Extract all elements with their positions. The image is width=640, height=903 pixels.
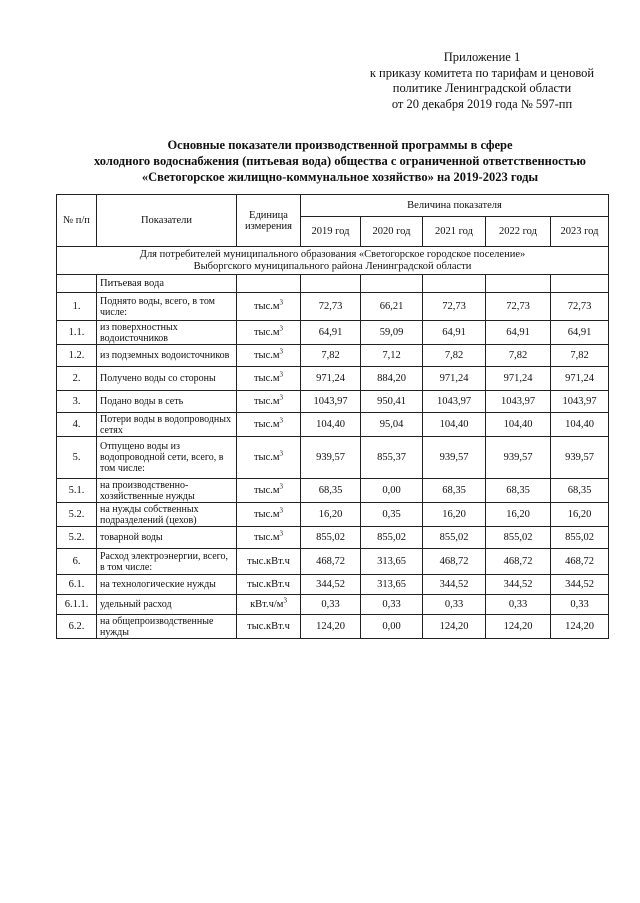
row-value-2021: 1043,97 <box>423 391 486 413</box>
row-value-2022: 344,52 <box>486 575 551 595</box>
row-value-2020: 0,00 <box>361 479 423 503</box>
row-value-2021: 104,40 <box>423 413 486 437</box>
row-value-2019: 939,57 <box>301 437 361 479</box>
row-value-2022: 971,24 <box>486 367 551 391</box>
row-value-2019: 72,73 <box>301 293 361 321</box>
row-number: 1.2. <box>57 345 97 367</box>
indicators-table <box>56 194 609 639</box>
row-value-2022: 16,20 <box>486 503 551 527</box>
row-value-2021: 344,52 <box>423 575 486 595</box>
row-unit <box>237 575 301 595</box>
row-value-2022: 855,02 <box>486 527 551 549</box>
row-unit-text: тыс.м <box>253 419 280 430</box>
row-unit <box>237 595 301 615</box>
row-value-2020: 7,12 <box>361 345 423 367</box>
title-line-1: Основные показатели производственной программы в сфере <box>167 138 513 152</box>
row-value-2023: 971,24 <box>551 367 609 391</box>
row-unit <box>237 413 301 437</box>
row-unit-text: тыс.м <box>253 396 280 407</box>
table-row <box>57 527 609 549</box>
row-number: 5.2. <box>57 503 97 527</box>
row-value-2023: 16,20 <box>551 503 609 527</box>
header-year-2022: 2022 год <box>486 217 551 247</box>
row-value-2020: 95,04 <box>361 413 423 437</box>
table-row <box>57 293 609 321</box>
row-unit <box>237 527 301 549</box>
row-unit-superscript: 3 <box>279 347 284 356</box>
row-unit-superscript: 3 <box>279 416 284 425</box>
table-row <box>57 437 609 479</box>
row-number: 1.1. <box>57 321 97 345</box>
row-value-2019: 0,33 <box>301 595 361 615</box>
row-indicator: Расход электроэнергии, всего, в том числе: <box>97 549 237 575</box>
row-value-2021: 72,73 <box>423 293 486 321</box>
header-indicator: Показатели <box>97 195 237 247</box>
table-row <box>57 503 609 527</box>
row-value-2019: 68,35 <box>301 479 361 503</box>
row-unit-superscript: 3 <box>279 449 284 458</box>
row-unit <box>237 549 301 575</box>
row-number: 2. <box>57 367 97 391</box>
row-unit-text: тыс.м <box>253 350 280 361</box>
row-unit-text: тыс.м <box>253 532 280 543</box>
row-value-2020: 0,33 <box>361 595 423 615</box>
consumers-row <box>57 247 609 275</box>
table-row <box>57 575 609 595</box>
row-value-2019: 104,40 <box>301 413 361 437</box>
row-value-2023: 72,73 <box>551 293 609 321</box>
header-year-2019: 2019 год <box>301 217 361 247</box>
row-value-2022: 64,91 <box>486 321 551 345</box>
row-unit <box>237 503 301 527</box>
row-value-2021: 16,20 <box>423 503 486 527</box>
row-indicator: на производственно-хозяйственные нужды <box>97 479 237 503</box>
row-value-2019: 1043,97 <box>301 391 361 413</box>
appendix-line-2: к приказу комитета по тарифам и ценовой <box>369 65 595 80</box>
row-value-2020: 313,65 <box>361 549 423 575</box>
row-indicator: Отпущено воды из водопроводной сети, всего, в том числе: <box>97 437 237 479</box>
row-value-2023: 0,33 <box>551 595 609 615</box>
row-number: 5.2. <box>57 527 97 549</box>
row-unit-text: тыс.м <box>253 509 280 520</box>
row-indicator: на общепроизводственные нужды <box>97 615 237 639</box>
row-number: 3. <box>57 391 97 413</box>
row-value-2022: 7,82 <box>486 345 551 367</box>
row-indicator: на нужды собственных подразделений (цехов) <box>97 503 237 527</box>
row-value-2019: 16,20 <box>301 503 361 527</box>
header-value-group: Величина показателя <box>301 195 609 217</box>
row-value-2023: 104,40 <box>551 413 609 437</box>
row-unit-superscript: 3 <box>279 482 284 491</box>
row-value-2020: 950,41 <box>361 391 423 413</box>
row-value-2020: 855,02 <box>361 527 423 549</box>
row-unit <box>237 437 301 479</box>
row-unit-superscript: 3 <box>279 393 284 402</box>
table-row <box>57 367 609 391</box>
row-unit-text: тыс.кВт.ч <box>247 621 290 632</box>
table-row <box>57 615 609 639</box>
row-value-2022: 72,73 <box>486 293 551 321</box>
row-indicator: на технологические нужды <box>97 575 237 595</box>
appendix-line-1: Приложение 1 <box>443 50 521 64</box>
row-unit-superscript: 3 <box>279 298 284 307</box>
row-indicator: Подано воды в сеть <box>97 391 237 413</box>
row-indicator: товарной воды <box>97 527 237 549</box>
row-value-2020: 313,65 <box>361 575 423 595</box>
row-value-2021: 939,57 <box>423 437 486 479</box>
row-value-2021: 971,24 <box>423 367 486 391</box>
table-row <box>57 549 609 575</box>
row-unit-text: тыс.м <box>253 373 280 384</box>
table-row <box>57 321 609 345</box>
row-value-2021: 0,33 <box>423 595 486 615</box>
row-unit-superscript: 3 <box>283 596 287 605</box>
row-number: 4. <box>57 413 97 437</box>
table-row <box>57 479 609 503</box>
row-number: 5. <box>57 437 97 479</box>
row-number: 6. <box>57 549 97 575</box>
row-value-2022: 468,72 <box>486 549 551 575</box>
row-number: 6.1. <box>57 575 97 595</box>
row-unit <box>237 345 301 367</box>
row-value-2023: 64,91 <box>551 321 609 345</box>
row-unit <box>237 367 301 391</box>
row-unit-text: тыс.кВт.ч <box>247 579 290 590</box>
row-value-2023: 344,52 <box>551 575 609 595</box>
row-value-2023: 855,02 <box>551 527 609 549</box>
row-value-2019: 468,72 <box>301 549 361 575</box>
appendix-header <box>352 50 612 112</box>
title-line-2: холодного водоснабжения (питьевая вода) общества с ограниченной ответственностью <box>94 154 586 168</box>
row-value-2023: 468,72 <box>551 549 609 575</box>
row-value-2021: 124,20 <box>423 615 486 639</box>
row-unit-text: кВт.ч/м <box>250 599 284 610</box>
header-year-2023: 2023 год <box>551 217 609 247</box>
row-value-2022: 124,20 <box>486 615 551 639</box>
row-number: 6.1.1. <box>57 595 97 615</box>
row-unit-text: тыс.м <box>253 327 280 338</box>
table-row <box>57 391 609 413</box>
row-indicator: из поверхностных водоисточников <box>97 321 237 345</box>
header-unit: Единица измерения <box>237 195 301 247</box>
row-value-2023: 124,20 <box>551 615 609 639</box>
row-value-2021: 468,72 <box>423 549 486 575</box>
header-year-2020: 2020 год <box>361 217 423 247</box>
row-number: 5.1. <box>57 479 97 503</box>
row-value-2020: 59,09 <box>361 321 423 345</box>
row-unit <box>237 293 301 321</box>
row-value-2022: 0,33 <box>486 595 551 615</box>
row-indicator: Потери воды в водопроводных сетях <box>97 413 237 437</box>
row-unit-superscript: 3 <box>279 370 284 379</box>
row-number: 1. <box>57 293 97 321</box>
row-value-2023: 7,82 <box>551 345 609 367</box>
row-value-2023: 939,57 <box>551 437 609 479</box>
row-value-2021: 7,82 <box>423 345 486 367</box>
row-unit-text: тыс.кВт.ч <box>247 556 290 567</box>
row-value-2022: 68,35 <box>486 479 551 503</box>
row-value-2020: 66,21 <box>361 293 423 321</box>
row-value-2020: 855,37 <box>361 437 423 479</box>
row-unit <box>237 321 301 345</box>
appendix-line-3: политике Ленинградской области <box>392 81 572 95</box>
appendix-line-4: от 20 декабря 2019 года № 597-пп <box>391 96 573 111</box>
row-value-2019: 124,20 <box>301 615 361 639</box>
row-value-2021: 855,02 <box>423 527 486 549</box>
consumers-line-2: Выборгского муниципального района Ленинградской области <box>193 260 472 272</box>
row-value-2019: 344,52 <box>301 575 361 595</box>
document-title <box>60 137 620 185</box>
row-value-2020: 0,00 <box>361 615 423 639</box>
row-indicator: удельный расход <box>97 595 237 615</box>
row-value-2022: 939,57 <box>486 437 551 479</box>
table-row <box>57 595 609 615</box>
row-unit <box>237 391 301 413</box>
title-line-3: «Светогорское жилищно-коммунальное хозяйство» на 2019-2023 годы <box>141 170 539 184</box>
row-value-2019: 855,02 <box>301 527 361 549</box>
row-indicator: из подземных водоисточников <box>97 345 237 367</box>
row-value-2019: 971,24 <box>301 367 361 391</box>
row-value-2019: 7,82 <box>301 345 361 367</box>
row-unit <box>237 479 301 503</box>
row-value-2023: 68,35 <box>551 479 609 503</box>
row-unit <box>237 615 301 639</box>
header-year-2021: 2021 год <box>423 217 486 247</box>
row-value-2022: 104,40 <box>486 413 551 437</box>
table-row <box>57 345 609 367</box>
row-unit-superscript: 3 <box>279 324 284 333</box>
row-unit-superscript: 3 <box>279 529 284 538</box>
row-number: 6.2. <box>57 615 97 639</box>
row-unit-text: тыс.м <box>253 452 280 463</box>
row-unit-text: тыс.м <box>253 485 280 496</box>
table-row <box>57 413 609 437</box>
row-indicator: Получено воды со стороны <box>97 367 237 391</box>
row-value-2022: 1043,97 <box>486 391 551 413</box>
row-value-2021: 64,91 <box>423 321 486 345</box>
row-unit-text: тыс.м <box>253 301 280 312</box>
consumers-line-1: Для потребителей муниципального образования «Светогорское городское поселение» <box>139 248 526 260</box>
row-unit-superscript: 3 <box>279 506 284 515</box>
row-value-2020: 0,35 <box>361 503 423 527</box>
row-value-2021: 68,35 <box>423 479 486 503</box>
row-value-2020: 884,20 <box>361 367 423 391</box>
row-value-2019: 64,91 <box>301 321 361 345</box>
header-num: № п/п <box>57 195 97 247</box>
section-label: Питьевая вода <box>97 275 237 293</box>
row-indicator: Поднято воды, всего, в том числе: <box>97 293 237 321</box>
row-value-2023: 1043,97 <box>551 391 609 413</box>
